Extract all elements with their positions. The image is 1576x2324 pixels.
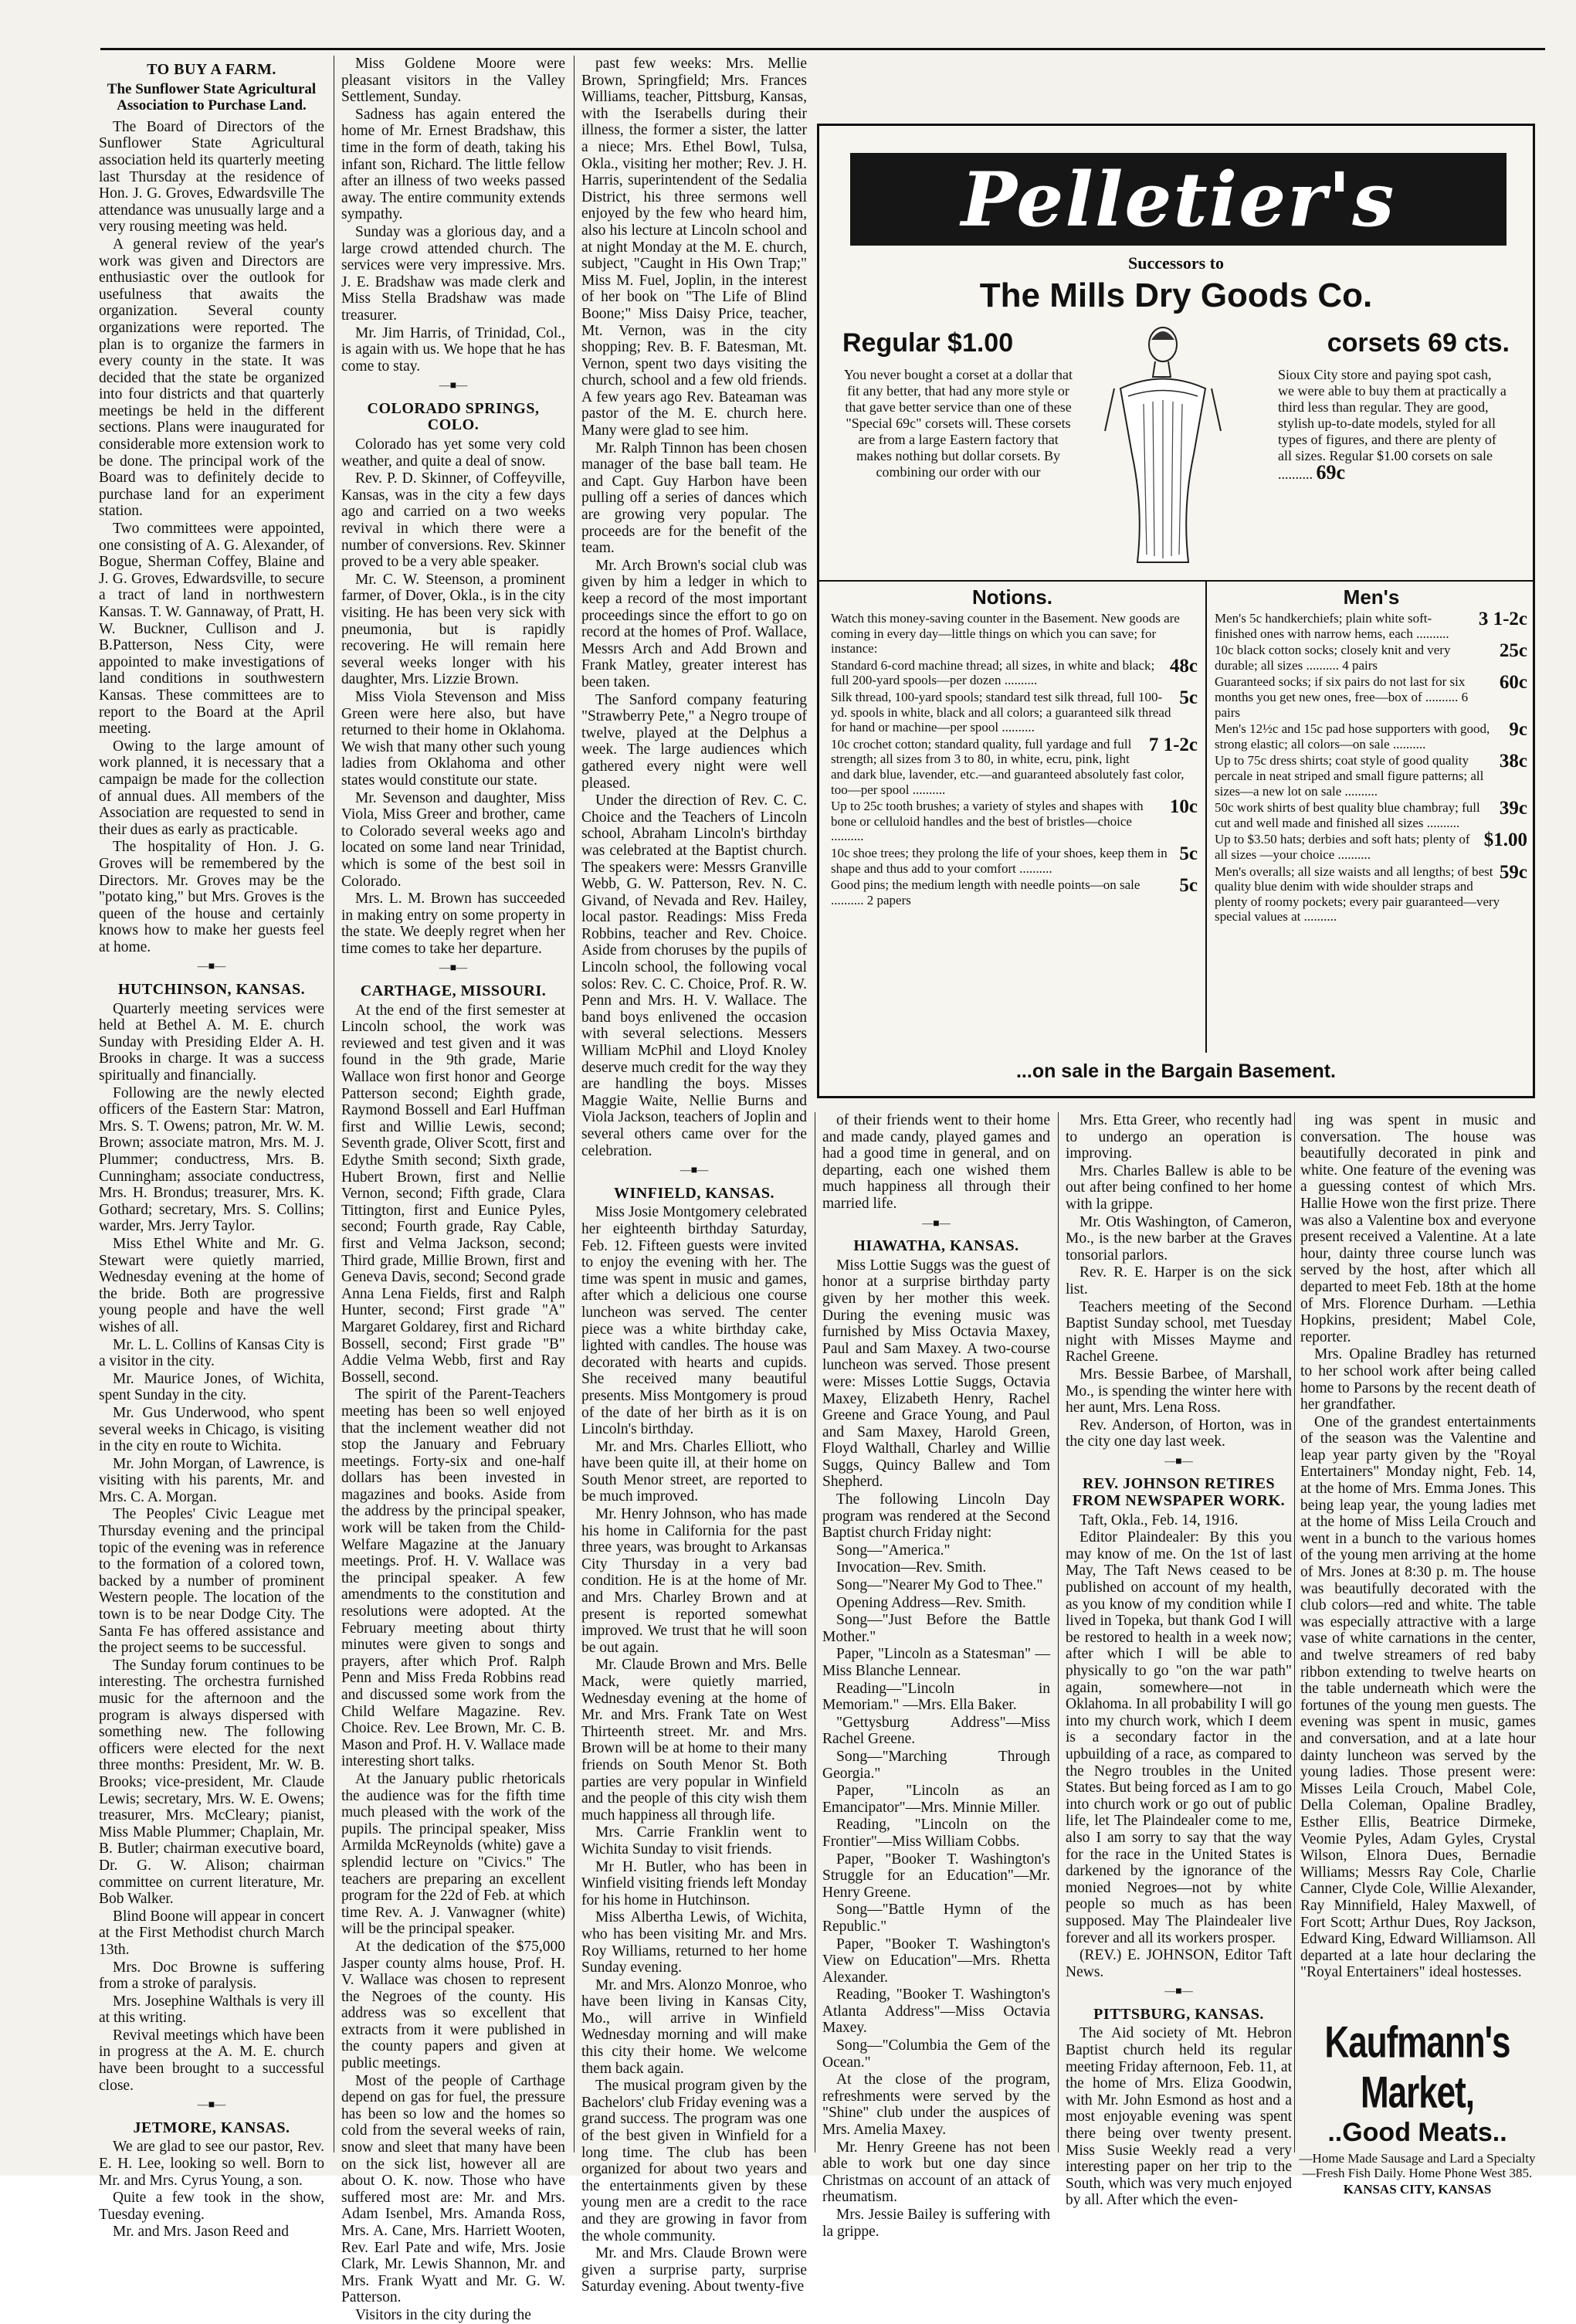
divider: —■—	[197, 961, 226, 973]
item-description: Guaranteed socks; if six pairs do not last for six months you get new ones, free—box of .......... 6 pairs	[1215, 674, 1469, 720]
item-description: Up to 75c dress shirts; coat style of good quality percale in neat striped and small figure patterns; all sizes—a new lot on sale ..........	[1215, 753, 1484, 799]
paragraph: Song—"America."	[836, 1542, 951, 1559]
notions-item	[831, 796, 1198, 844]
paragraph: Paper, "Lincoln as a Statesman" —Miss Blanche Lennear.	[822, 1646, 1050, 1679]
paragraph: Miss Goldene Moore were pleasant visitors in the Valley Settlement, Sunday.	[341, 56, 565, 106]
regular-price-heading: Regular $1.00	[842, 328, 1014, 358]
notions-item	[831, 655, 1198, 688]
mens-item	[1215, 753, 1527, 799]
column-4	[822, 1112, 1050, 2240]
paragraph: (REV.) E. JOHNSON, Editor Taft News.	[1066, 1947, 1292, 1980]
article-body	[341, 56, 565, 375]
corset-illustration	[1097, 323, 1229, 578]
article-body	[341, 436, 565, 957]
paragraph: One of the grandest entertainments of the season was the Valentine and leap year party given by the "Royal Entertainers" Monday night, Feb. 14, at the home of Mrs. Emma Jones. This being leap year, the young ladies met at the home of Miss Leila Crouch and went in a bunch to the various homes of the young men arriving at the home of Mrs. Jones at 8:30 p. m. The house was beautifully decorated with the club colors—red and white. The table was especially attractive with a large vase of white carnations in the center, and twelve streamers of red baby ribbon extending to twelve hearts on the table underneath which were the fortunes of the young men guests. The evening was spent in music, games and conversation, and at a late hour dainty luncheon was served by the young ladies. Those present were: Misses Leila Crouch, Mabel Cole, Della Coleman, Opaline Bradley, Esther Ellis, Beatrice Dirmeke, Veomie Pyles, Adam Gyles, Crystal Wilson, Elnora Dues, Bernadie Williams; Messrs Ray Cole, Charlie Canner, Clyde Cole, Willie Alexander, Ray Minnifield, Haley Maxwell, of Fort Scott; Arthur Dues, Roy Jackson, Edward King, Edward Williamson. All departed at a late hour declaring the "Royal Entertainers" ideal hostesses.	[1300, 1413, 1536, 1981]
paragraph: At the close of the program, refreshments were served by the "Shine" club under the auspices of Mrs. Amelia Maxey.	[822, 2071, 1050, 2139]
article-body	[341, 1003, 565, 2324]
notions-item	[831, 734, 1198, 797]
paragraph: Miss Albertha Lewis, of Wichita, who has been visiting Mr. and Mrs. Roy Williams, returned to her home Sunday evening.	[581, 1909, 807, 1976]
headline-winfield: WINFIELD, KANSAS.	[614, 1184, 774, 1202]
paragraph: Song—"Nearer My God to Thee."	[836, 1577, 1043, 1594]
item-description: Good pins; the medium length with needle points—on sale .......... 2 papers	[831, 877, 1140, 908]
corset-left-text: You never bought a corset at a dollar that fit any better, that had any more style or that gave better service than one of these "Special 69c" corsets will. These corsets are from a large Eastern factory that makes nothing but dollar corsets. By combining our order with our	[843, 367, 1073, 480]
paragraph: Mr. and Mrs. Alonzo Monroe, who have been living in Kansas City, Mo., will arrive in Winfield Wednesday morning and will make this city their home. We welcome them back again.	[581, 1976, 807, 2077]
item-description: 10c shoe trees; they prolong the life of your shoes, keep them in shape and thus add to your comfort ..........	[831, 845, 1168, 876]
item-price: 5c	[1179, 875, 1198, 897]
paragraph: Teachers meeting of the Second Baptist Sunday school, met Tuesday night with Misses Mayme and Rachel Greene.	[1066, 1298, 1292, 1366]
article-body	[99, 2139, 324, 2241]
mens-item	[1215, 832, 1527, 862]
paragraph: Mrs. Bessie Barbee, of Marshall, Mo., is spending the winter here with her aunt, Mrs. Lena Ross.	[1066, 1366, 1292, 1416]
paragraph: Mr. Jim Harris, of Trinidad, Col., is again with us. We hope that he has come to stay.	[341, 324, 565, 375]
article-body	[99, 1001, 324, 2095]
item-price: 10c	[1169, 796, 1198, 818]
item-price: 60c	[1499, 672, 1527, 694]
paragraph: Sadness has again entered the home of Mr. Ernest Bradshaw, this time in the form of death, taking his infant son, Richard. The little fellow after an illness of two weeks passed away. The entire community extends sympathy.	[341, 106, 565, 223]
notions-item	[831, 687, 1198, 735]
paragraph: Opening Address—Rev. Smith.	[836, 1594, 1026, 1611]
paragraph: Paper, "Lincoln as an Emancipator"—Mrs. Minnie Miller.	[822, 1783, 1050, 1816]
kaufmanns-name: Kaufmann's Market,	[1324, 2018, 1510, 2118]
paragraph: Revival meetings which have been in progress at the A. M. E. church have been brought to a successful close.	[99, 2027, 324, 2094]
paragraph: Rev. Anderson, of Horton, was in the city one day last week.	[1066, 1416, 1292, 1450]
item-price: 3 1-2c	[1478, 609, 1527, 629]
mens-list	[1215, 611, 1527, 926]
paragraph: At the January public rhetoricals the audience was for the fifth time much pleased with the work of the pupils. The principal speaker, Miss Armilda McReynolds (white) gave a splendid lecture on "Civics." The teachers are preparing an excellent program for the 22d of Feb. at which time Rev. A. J. Vanwagner (white) will be the principal speaker.	[341, 1770, 565, 1938]
paragraph: Mrs. Etta Greer, who recently had to undergo an operation is improving.	[1066, 1112, 1292, 1162]
paragraph: Mr. Claude Brown and Mrs. Belle Mack, were quietly married, Wednesday evening at the home of Mr. and Mrs. Frank Tate on West Thirteenth street. Mr. and Mrs. Brown will be at home to their many friends on South Menor St. Both parties are very popular in Winfield and the people of this city wish them much happiness all through life.	[581, 1657, 807, 1824]
item-description: Standard 6-cord machine thread; all sizes, in white and black; full 200-yard spools—per dozen ..........	[831, 657, 1155, 688]
column-1	[99, 56, 324, 2241]
paragraph: Reading, "Booker T. Washington's Atlanta Address"—Miss Octavia Maxey.	[822, 1986, 1050, 2037]
company-name: The Mills Dry Goods Co.	[979, 277, 1373, 314]
item-price: 7 1-2c	[1148, 734, 1198, 755]
top-rule	[100, 48, 1545, 50]
pelletiers-logo: Pelletier's	[850, 153, 1507, 246]
item-description: Men's 12½c and 15c pad hose supporters with good, strong elastic; all colors—on sale ..........	[1215, 721, 1490, 751]
paragraph: Two committees were appointed, one consisting of A. G. Alexander, of Bogue, Sherman Coffey, Blaine and J. G. Groves, Edwardsville, to secure a tract of land in northwestern Kansas. T. W. Gannaway, of Pratt, H. W. Buckner, Cullison and J. B.Patterson, Ness City, were appointed to make investigations of land conditions in southwestern Kansas. These committees are to report to the Board at the April meeting.	[99, 521, 324, 738]
subhead-agricultural-association: The Sunflower State Agricultural Association to Purchase Land.	[107, 80, 317, 114]
headline-jetmore: JETMORE, KANSAS.	[133, 2119, 290, 2136]
article-body	[581, 56, 807, 1159]
paragraph: Reading—"Lincoln in Memoriam." —Mrs. Ella Baker.	[822, 1680, 1050, 1714]
paragraph: Song—"Marching Through Georgia."	[822, 1748, 1050, 1782]
paragraph: Visitors in the city during the	[355, 2306, 531, 2323]
item-description: Up to 25c tooth brushes; a variety of styles and shapes with bone or celluloid handles and the best of bristles—choice ..........	[831, 799, 1144, 844]
paragraph: Mr. and Mrs. Charles Elliott, who have been quite ill, at their home on South Menor street, are reported to be much improved.	[581, 1438, 807, 1505]
item-price: 39c	[1499, 798, 1527, 819]
item-description: Men's overalls; all size waists and all lengths; of best quality blue denim with wide shoulder straps and plenty of roomy pockets; every pair guaranteed—very special values at ..........	[1215, 863, 1500, 925]
paragraph: Mr. Henry Johnson, who has made his home in California for the past three years, was brought to Arkansas City Thursday in a very bad condition. He is at the home of Mr. and Mrs. Charley Brown and at present is reported somewhat improved. We trust that he will soon be out again.	[581, 1506, 807, 1656]
headline-colorado-springs: COLORADO SPRINGS, COLO.	[367, 399, 540, 434]
paragraph: Mr. C. W. Steenson, a prominent farmer, of Dover, Okla., is in the city visiting. He has been very sick with pneumonia, but is rapidly recovering. He will remain here several weeks longer with his daughter, Mrs. Lizzie Brown.	[341, 571, 565, 688]
paragraph: Taft, Okla., Feb. 14, 1916.	[1079, 1511, 1239, 1528]
paragraph: Mr. Otis Washington, of Cameron, Mo., is the new barber at the Graves tonsorial parlors.	[1066, 1213, 1292, 1264]
headline-hiawatha: HIAWATHA, KANSAS.	[853, 1237, 1019, 1255]
corset-right-text: Sioux City store and paying spot cash, we were able to buy them at practically a third less than regular. They are good, stylish up-to-date models, styled for all types of figures, and there are plenty of all sizes. Regular $1.00 corsets on sale .......... 69c	[1278, 367, 1507, 483]
divider: —■—	[439, 962, 468, 975]
notions-list	[831, 611, 1198, 909]
item-description: 10c crochet cotton; standard quality, full yardage and full strength; all sizes from 3 to 80, in white, ecru, pink, light and dark blue, lavender, etc.—and guaranteed absolutely fast color, too—per spool ..........	[831, 736, 1185, 797]
article-body	[1066, 1512, 1292, 1981]
paragraph: Song—"Just Before the Battle Mother."	[822, 1612, 1050, 1645]
mens-item	[1215, 674, 1527, 720]
paragraph: Miss Ethel White and Mr. G. Stewart were quietly married, Wednesday evening at the home of the bride. Both are progressive young people and have the well wishes of all.	[99, 1235, 324, 1335]
item-price: 5c	[1179, 843, 1198, 864]
divider: —■—	[439, 380, 468, 392]
paragraph: Quite a few took in the show, Tuesday evening.	[99, 2190, 324, 2223]
mens-item	[1215, 640, 1527, 673]
notions-item	[831, 843, 1198, 876]
paragraph: At the dedication of the $75,000 Jasper county alms house, Prof. H. V. Wallace was chosen to represent the Negroes of the county. His address was so excellent that extracts from it were published in the county papers and given at public meetings.	[341, 1938, 565, 2072]
paragraph: Song—"Columbia the Gem of the Ocean."	[822, 2037, 1050, 2071]
headline-rev-johnson: REV. JOHNSON RETIRES FROM NEWSPAPER WORK.	[1072, 1475, 1286, 1510]
paragraph: Song—"Battle Hymn of the Republic."	[822, 1902, 1050, 1935]
notions-intro: Watch this money-saving counter in the Basement. New goods are coming in every day—little things on which you can save; for instance:	[831, 611, 1180, 656]
paragraph: Mr. Gus Underwood, who spent several weeks in Chicago, is visiting in the city en route to Wichita.	[99, 1404, 324, 1455]
column-divider	[1058, 1112, 1059, 2153]
paragraph: Miss Viola Stevenson and Miss Green were here also, but have returned to their home in Oklahoma. We wish that many other such young ladies from Oklahoma and other states would constitute our state.	[341, 688, 565, 789]
paragraph: Colorado has yet some very cold weather, and quite a deal of snow.	[341, 436, 565, 470]
divider: —■—	[922, 1217, 951, 1230]
mens-heading: Men's	[1343, 585, 1400, 609]
article-body	[1066, 2025, 1292, 2209]
kaufmanns-market-ad	[1296, 2018, 1539, 2197]
divider: —■—	[1164, 1455, 1193, 1467]
paragraph: Rev. R. E. Harper is on the sick list.	[1066, 1264, 1292, 1298]
corset-sale-price: 69c	[1316, 461, 1346, 483]
column-3	[581, 56, 807, 2295]
paragraph: Reading, "Lincoln on the Frontier"—Miss William Cobbs.	[822, 1817, 1050, 1850]
paragraph: Editor Plaindealer: By this you may know of me. On the 1st of last May, The Taft News ceased to be published on account of my health, as you know of my condition while I lived in Topeka, but thank God I will be restored to health in a week now; after which I will be able to physically to go "on the war path" again, somewhere—not in Oklahoma. In all probability I will go into my church work, which I deem is a secondary factor in the upbuilding of a race, as compared to the Negro troubles in the United States. But being forced as I am to go into church work or go out of public life, let The Plaindealer come to me, also I am sorry to say that the way for the race in the United States is darkened by the ignorance of the monied Negroes—not by white people so much as has been supposed. May The Plaindealer live forever and all its workers prosper.	[1066, 1529, 1292, 1946]
paragraph: The following Lincoln Day program was rendered at the Second Baptist church Friday night:	[822, 1491, 1050, 1542]
item-description: 10c black cotton socks; closely knit and very durable; all sizes .......... 4 pairs	[1215, 643, 1451, 673]
kaufmanns-city: KANSAS CITY, KANSAS	[1343, 2182, 1492, 2197]
item-description: Men's 5c handkerchiefs; plain white soft-finished ones with narrow hems, each ..........	[1215, 611, 1449, 641]
paragraph: Mrs. Charles Ballew is able to be out after being confined to her home with la grippe.	[1066, 1162, 1292, 1213]
paragraph: The spirit of the Parent-Teachers meeting has been so well enjoyed that the inclement weather did not stop the January and February meetings. Forty-six and one-half dollars has been invested in magazines and books. Aside from the address by the principal speaker, work will be taken from the Child-Welfare Magazine at the January meetings. Prof. H. V. Wallace was the principal speaker. A few amendments to the constitution and resolutions were adopted. At the February meeting about thirty minutes were given to songs and prayers, after which Prof. Ralph Penn and Miss Freda Robbins read and discussed some work from the Child Welfare Magazine. Rev. Choice. Rev. Lee Brown, Mr. C. B. Mason and Prof. H. V. Wallace made interesting short talks.	[341, 1386, 565, 1770]
headline-carthage: CARTHAGE, MISSOURI.	[360, 982, 547, 1000]
successors-line: Successors to	[1127, 253, 1225, 273]
item-price: 5c	[1179, 687, 1198, 708]
item-price: 25c	[1499, 640, 1527, 662]
article-body	[1066, 1112, 1292, 1450]
divider: —■—	[1164, 1986, 1193, 1998]
paragraph: ing was spent in music and conversation. The house was beautifully decorated in pink and white. One feature of the evening was a guessing contest of which Mrs. Hallie Howe won the first prize. There was also a Valentine box and everyone present received a Valentine. At a late hour, dainty three course lunch was served by the host, after which all departed to meet Feb. 18th at the home of Mrs. Florence Durham. —Lethia Hopkins, president; Mabel Cole, reporter.	[1300, 1112, 1536, 1345]
mens-item	[1215, 721, 1527, 751]
divider: —■—	[197, 2099, 226, 2112]
paragraph: Mr. John Morgan, of Lawrence, is visiting with his parents, Mr. and Mrs. C. A. Morgan.	[99, 1455, 324, 1505]
paragraph: Mrs. L. M. Brown has succeeded in making entry on some property in the state. We deeply regret when her time comes to take her departure.	[341, 891, 565, 957]
paragraph: The musical program given by the Bachelors' club Friday evening was a grand success. The program was one of the best given in Winfield for a long time. The club has been organized for about two years and the entertainments given by these young men are a credit to the race and they are growing in favor from the whole community.	[581, 2078, 807, 2244]
paragraph: Mrs. Doc Browne is suffering from a stroke of paralysis.	[99, 1959, 324, 1993]
paragraph: Mr. and Mrs. Claude Brown were given a surprise party, surprise Saturday evening. About twenty-five	[581, 2245, 807, 2295]
paragraph: Mr H. Butler, who has been in Winfield visiting friends left Monday for his home in Hutchinson.	[581, 1858, 807, 1908]
paragraph: Mrs. Josephine Walthals is very ill at this writing.	[99, 1993, 324, 2027]
column-6	[1300, 1112, 1536, 2017]
article-body	[99, 119, 324, 956]
article-body	[581, 1204, 807, 2295]
paragraph: Miss Josie Montgomery celebrated her eighteenth birthday Saturday, Feb. 12. Fifteen guests were invited to enjoy the evening with her. The time was spent in music and games, after which a delicious one course luncheon was served. The center piece was a white birthday cake, lighted with candles. The house was decorated with hearts and cupids. She received many beautiful presents. Miss Montgomery is proud of the date of her birth as it is on Lincoln's birthday.	[581, 1204, 807, 1438]
paragraph: Blind Boone will appear in concert at the First Methodist church March 13th.	[99, 1908, 324, 1958]
paragraph: Quarterly meeting services were held at Bethel A. M. E. church Sunday with Presiding Elder A. H. Brooks in charge. It was a success spiritually and financially.	[99, 1000, 324, 1084]
mens-item	[1215, 800, 1527, 830]
paragraph: Mr. Henry Greene has not been able to work but one day since Christmas on account of an attack of rheumatism.	[822, 2139, 1050, 2206]
paragraph: We are glad to see our pastor, Rev. E. H. Lee, looking so well. Born to Mr. and Mrs. Cyrus Young, a son.	[99, 2139, 324, 2189]
article-body	[822, 1112, 1050, 1213]
paragraph: Mrs. Carrie Franklin went to Wichita Sunday to visit friends.	[581, 1824, 807, 1858]
paragraph: Sunday was a glorious day, and a large crowd attended church. The services were very impressive. Mrs. J. E. Bradshaw was made clerk and Miss Stella Bradshaw was made treasurer.	[341, 223, 565, 324]
paragraph: Under the direction of Rev. C. C. Choice and the Teachers of Lincoln school, Abraham Lincoln's birthday was celebrated at the Baptist church. The speakers were: Messrs Granville Webb, G. W. Patterson, Rev. N. C. Givand, of Nevada and Rev. Hailey, local pastor. Readings: Miss Freda Robbins, teacher and Rev. Choice. Aside from choruses by the pupils of Lincoln school, the following vocal solos: Rev. C. C. Choice, Prof. R. W. Penn and Mrs. H. V. Wallace. The band boys enlivened the occasion with several selections. Messers William McPhil and Lloyd Knoley deserve much credit for the way they are handling the boys. Misses Maggie Waite, Nellie Burns and Viola Jackson, teachers of Joplin and several others came over for the celebration.	[581, 792, 807, 1159]
mens-item	[1215, 861, 1527, 925]
column-2	[341, 56, 565, 2323]
paragraph: At the end of the first semester at Lincoln school, the work was reviewed and test given and it was found in the 9th grade, Marie Wallace won first honor and George Patterson second; Eighth grade, Raymond Bossell and Earl Huffman first and Willie Lewis, second; Seventh grade, Oliver Scott, first and Edythe Smith second; Sixth grade, Hubert Brown, first and Nellie Vernon, second; Fifth grade, Clara Tittington, first and Eunice Pyles, second; Fourth grade, Ray Cable, first and Velma Jackson, second; Third grade, Millie Brown, first and Geneva Davis, second; Second grade Anna Lena Fields, first and Ralph Hunter, second; First grade "A" Margaret Goldarey, first and Richard Bossell, second; First grade "B" Addie Velma Webb, first and Ray Bossell, second.	[341, 1002, 565, 1386]
paragraph: Owing to the large amount of work planned, it is necessary that a campaign be made for the collection of annual dues. All members of the Association are requested to send in their dues as early as practicable.	[99, 738, 324, 838]
paragraph: Mr. Sevenson and daughter, Miss Viola, Miss Greer and brother, came to Colorado several weeks ago and located on some land near Trinidad, which is some of the best soil in Colorado.	[341, 789, 565, 890]
item-price: 38c	[1499, 751, 1527, 772]
item-description: Silk thread, 100-yard spools; standard test silk thread, full 100-yd. spools in white, black and all colors; a guaranteed silk thread for hand or machine—per spool ..........	[831, 689, 1171, 735]
paragraph: The Peoples' Civic League met Thursday evening and the principal topic of the evening was in reference to the formation of a colored town, backed by a number of prominent Western people. The location of the town is to be near Dodge City. The Santa Fe has offered assistance and the project seems to be successful.	[99, 1506, 324, 1657]
paragraph: past few weeks: Mrs. Mellie Brown, Springfield; Mrs. Frances Williams, teacher, Pittsburg, Kansas, with the Iserabells during their illness, the former a sister, the latter a niece; Mrs. Ethel Bowl, Tulsa, Okla., visiting her mother; Rev. J. H. Harris, superintendent of the Sedalia District, his three sermons well enjoyed by the few who heard him, also his lecture at Lincoln school and at night Monday at the M. E. church, subject, "Caught in His Own Trap;" Miss M. Fuel, Joplin, in the interest of her book on "The Life of Blind Boone;" Miss Daisy Price, teacher, Mt. Vernon, was in the city shopping; Rev. B. F. Batesman, Mt. Vernon, spent two days visiting the church, school and a few old friends. A few years ago Rev. Bateaman was pastor of the M. E. church here. Many were glad to see him.	[581, 56, 807, 439]
paragraph: The Sunday forum continues to be interesting. The orchestra furnished music for the afternoon and the program is always dispersed with something new. The following officers were elected for the next three months: President, Mr. W. B. Brooks; vice-president, Mr. Claude Lewis; secretary, Mrs. W. E. Owens; treasurer, Mrs. McCleary; pianist, Miss Mable Plummer; Chaplain, Mr. B. Butler; chairman executive board, Dr. G. W. Alison; chairman committee on current literature, Mr. Bob Walker.	[99, 1657, 324, 1908]
paragraph: Paper, "Booker T. Washington's Struggle for an Education"—Mr. Henry Greene.	[822, 1851, 1050, 1901]
article-body	[1300, 1112, 1536, 1981]
paragraph: Invocation—Rev. Smith.	[836, 1559, 987, 1576]
item-description: Up to $3.50 hats; derbies and soft hats; plenty of all sizes —your choice ..........	[1215, 832, 1470, 862]
item-price: $1.00	[1483, 830, 1527, 851]
paragraph: Rev. P. D. Skinner, of Coffeyville, Kansas, was in the city a few days ago and carried on a two weeks revival in which there were a number of conversions. Rev. Skinner proved to be a very able speaker.	[341, 470, 565, 571]
paragraph: The hospitality of Hon. J. G. Groves will be remembered by the Directors. Mr. Groves may be the "potato king," but Mrs. Groves is the queen of the house and certainly knows how to make her guests feel at home.	[99, 839, 324, 955]
article-body	[822, 1257, 1050, 2240]
paragraph: Mrs. Opaline Bradley has returned to her school work after being called home to Parsons by the recent death of her grandfather.	[1300, 1346, 1536, 1413]
kaufmanns-slogan: ..Good Meats..	[1327, 2118, 1507, 2147]
paragraph: Mr. Maurice Jones, of Wichita, spent Sunday in the city.	[99, 1370, 324, 1404]
paragraph: The Board of Directors of the Sunflower State Agricultural association held its quarterly meeting last Thursday at the residence of Hon. J. G. Groves, Edwardsville The attendance was unusually large and a very rousing meeting was held.	[99, 118, 324, 236]
paragraph: Most of the people of Carthage depend on gas for fuel, the pressure has been so low and the homes so cold from the several weeks of rain, snow and sleet that many have been on the sick list, however all are about O. K. now. Those who have suffered most are: Mr. and Mrs. Adam Isenbel, Mrs. Amanda Ross, Mrs. A. Cane, Mrs. Harriett Wooten, Rev. Earl Pate and wife, Mrs. Josie Clark, Mr. Lewis Shannon, Mr. and Mrs. Frank Wyatt and Mr. G. W. Patterson.	[341, 2072, 565, 2306]
paragraph: Paper, "Booker T. Washington's View on Education"—Mrs. Rhetta Alexander.	[822, 1936, 1050, 1986]
column-5	[1066, 1112, 1292, 2209]
mens-item	[1215, 611, 1527, 641]
ad-divider	[819, 580, 1533, 582]
paragraph: A general review of the year's work was given and Directors are enthusiastic over the outlook for usefulness that awaits the organization. Several county organizations were reported. The plan is to organize the farmers in every county in the state. It was decided that the state be organized into four districts and that quarterly meetings be held in the different sections. Plans were inaugurated for considerable more extension work to be done. The principal work of the Board was to definitely decide to purchase land for an experiment station.	[99, 236, 324, 520]
pelletiers-advertisement	[817, 124, 1535, 1098]
paragraph: Mr. Arch Brown's social club was given by him a ledger in which to keep a record of the most important proceedings since the effort to go on record at the homes of Prof. Wallace, Messrs Arch and Add Brown and Frank Matley, greater interest has been taken.	[581, 557, 807, 690]
paragraph: Mr. and Mrs. Jason Reed and	[113, 2224, 290, 2241]
paragraph: Mrs. Jessie Bailey is suffering with la grippe.	[822, 2207, 1050, 2240]
corsets-price-heading: corsets 69 cts.	[1327, 328, 1510, 358]
headline-hutchinson: HUTCHINSON, KANSAS.	[117, 981, 306, 999]
divider: —■—	[680, 1165, 709, 1177]
item-price: 9c	[1509, 719, 1527, 741]
paragraph: of their friends went to their home and made candy, played games and had a good time in general, and on departing, each one wished them much happiness all through their married life.	[822, 1112, 1050, 1212]
paragraph: Miss Lottie Suggs was the guest of honor at a surprise birthday party given by her mother this week. During the evening music was furnished by Miss Octavia Maxey, Paul and Sam Maxey. A two-course luncheon was served. Those present were: Misses Lottie Suggs, Octavia Maxey, Elizabeth Henry, Rachel Greene and Grace Young, and Paul and Sam Maxey, Harold Green, Floyd Walthall, Charley and Willie Suggs, Quincy Ballew and Tom Shepherd.	[822, 1257, 1050, 1491]
notions-heading: Notions.	[972, 585, 1052, 609]
paragraph: The Sanford company featuring "Strawberry Pete," a Negro troupe of twelve, played at the Delphus a week. The large audiences which gathered every night were well pleased.	[581, 691, 807, 792]
paragraph: The Aid society of Mt. Hebron Baptist church held its regular meeting Friday afternoon, Feb. 11, at the home of Mrs. Eliza Goodwin, with Mr. John Esmond as host and a most enjoyable evening was spent there being over twenty present. Miss Susie Weekly read a very interesting paper on her trip to the South, which was very much enjoyed by all. After which the even-	[1066, 2025, 1292, 2209]
headline-to-buy-a-farm: TO BUY A FARM.	[147, 61, 276, 78]
notions-item	[831, 877, 1198, 908]
headline-pittsburg: PITTSBURG, KANSAS.	[1093, 2005, 1264, 2023]
paragraph: Mr. Ralph Tinnon has been chosen manager of the base ball team. He and Capt. Guy Harbon have been pulling off a series of dances which are growing very popular. The proceeds are for the benefit of the team.	[581, 439, 807, 557]
column-divider	[1294, 1112, 1295, 2153]
item-price: 48c	[1169, 655, 1198, 677]
paragraph: Following are the newly elected officers of the Eastern Star: Matron, Mrs. S. T. Owens; patron, Mr. W. M. Brown; associate matron, Mrs. M. J. Plummer; conductress, Mrs. B. Cunningham; associate conductress, Mrs. H. Brondus; treasurer, Mrs. K. Gothard; secretary, Mrs. S. Collins; warder, Mrs. Jerry Taylor.	[99, 1084, 324, 1235]
paragraph: "Gettysburg Address"—Miss Rachel Greene.	[822, 1714, 1050, 1748]
ad-divider	[1205, 580, 1207, 1053]
item-description: 50c work shirts of best quality blue chambray; full cut and well made and finished all sizes ..........	[1215, 800, 1480, 830]
item-price: 59c	[1499, 861, 1527, 883]
paragraph: Mr. L. L. Collins of Kansas City is a visitor in the city.	[99, 1336, 324, 1370]
kaufmanns-details: —Home Made Sausage and Lard a Specialty—Fresh Fish Daily. Home Phone West 385.	[1299, 2151, 1536, 2180]
bargain-basement-line: ...on sale in the Bargain Basement.	[1015, 1060, 1336, 1082]
